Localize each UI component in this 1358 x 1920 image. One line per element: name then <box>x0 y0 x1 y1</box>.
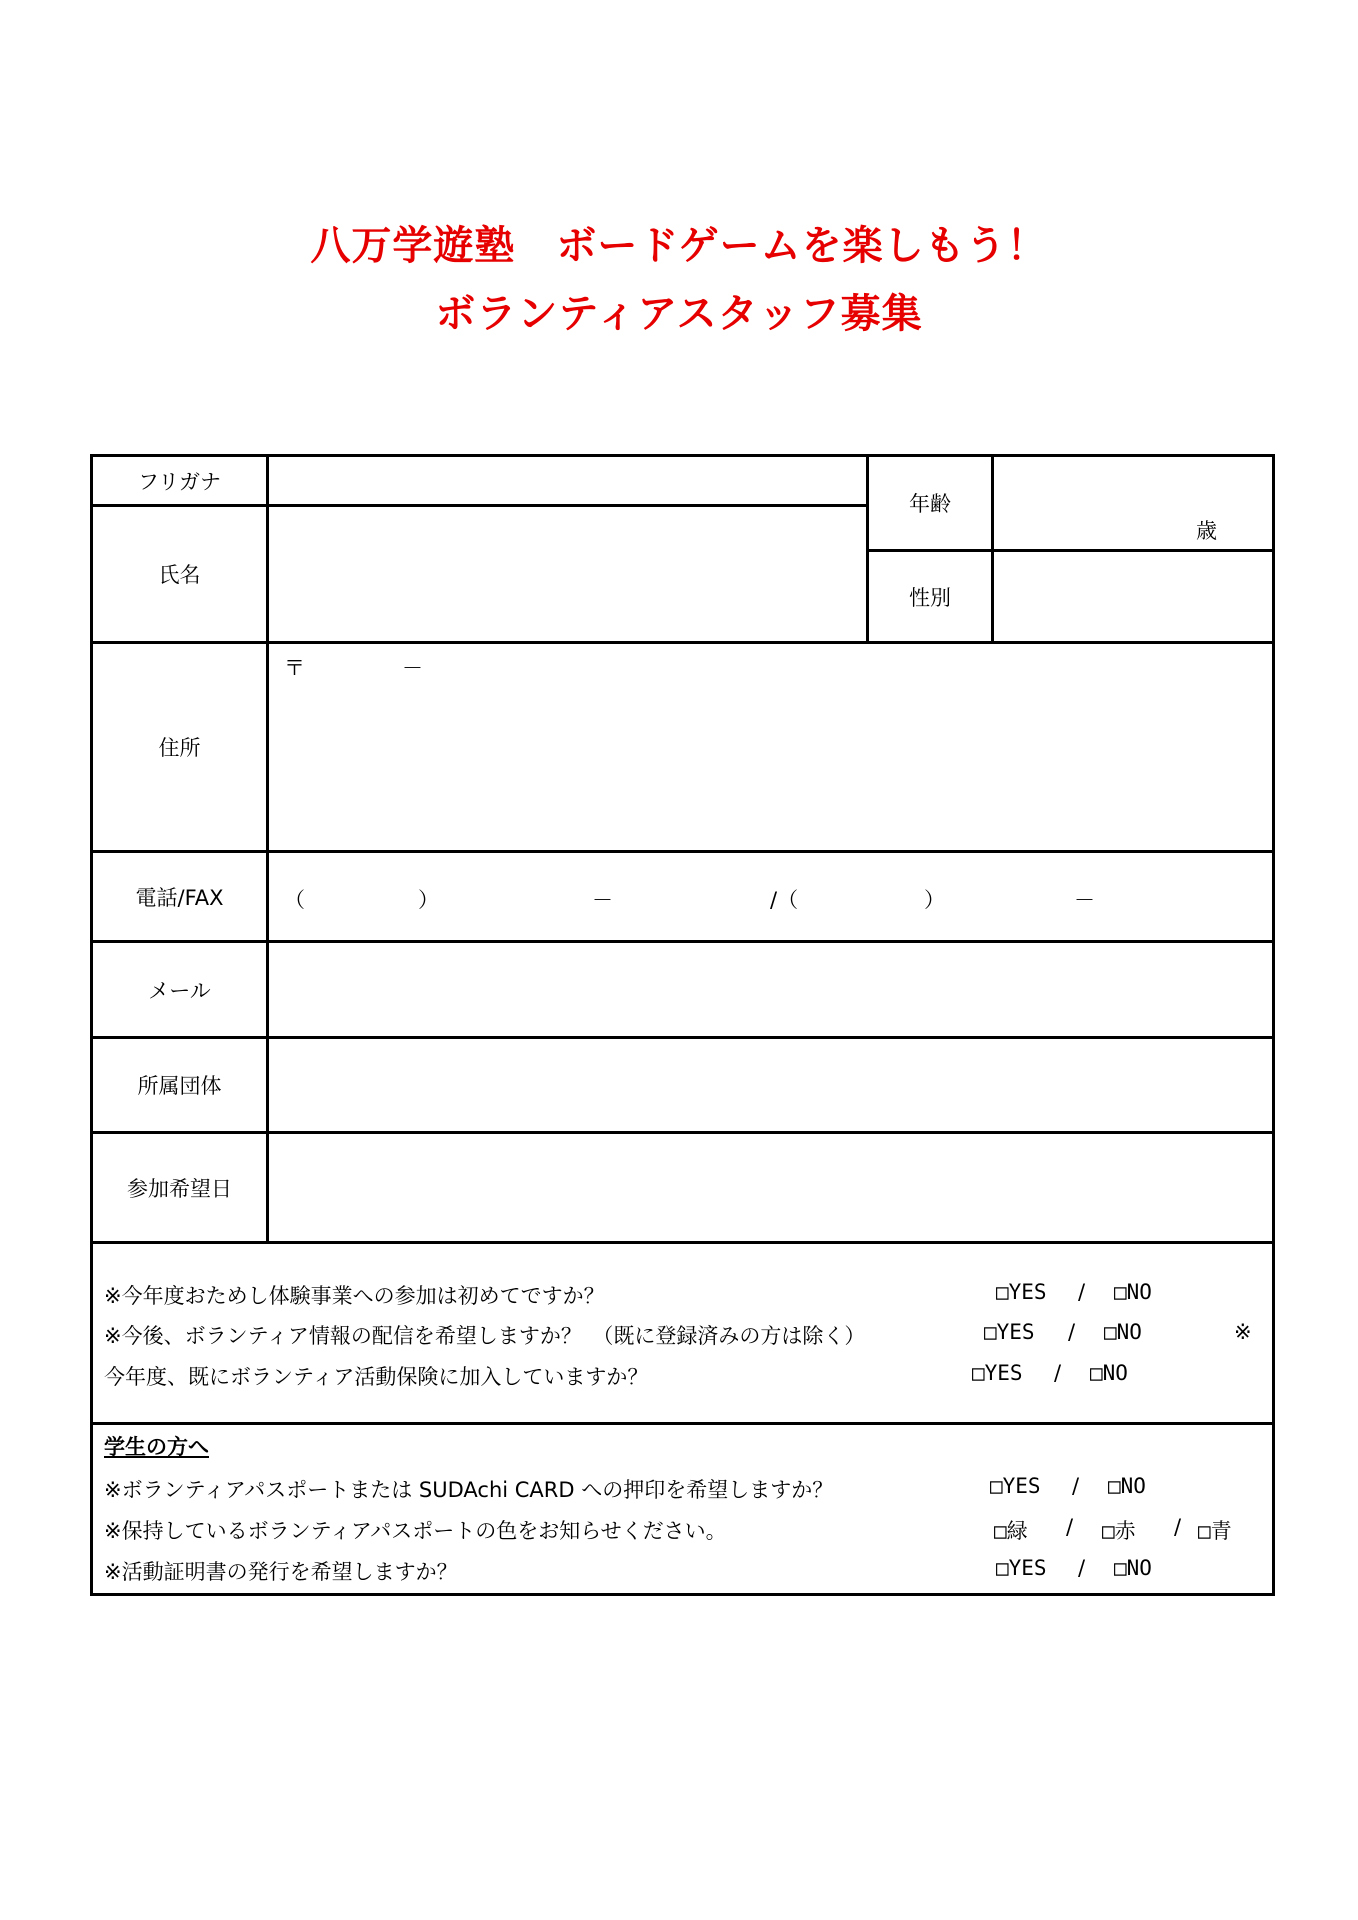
s1-yes-checkbox[interactable]: □YES <box>990 1474 1041 1498</box>
mail-label: メール <box>148 978 211 1003</box>
q3-no-checkbox[interactable]: □NO <box>1090 1361 1128 1385</box>
student-question-passport-color: ※保持しているボランティアパスポートの色をお知らせください。 <box>104 1519 727 1543</box>
divider <box>90 1422 1275 1425</box>
q2-note-mark: ※ <box>1234 1320 1252 1344</box>
divider <box>90 641 1275 644</box>
q2-no-checkbox[interactable]: □NO <box>1104 1320 1142 1344</box>
preferred-date-label: 参加希望日 <box>127 1176 232 1201</box>
question-insurance: 今年度、既にボランティア活動保険に加入していますか？ <box>104 1365 649 1389</box>
question-newsletter: ※今後、ボランティア情報の配信を希望しますか？ （既に登録済みの方は除く） <box>104 1324 866 1348</box>
q2-separator: / <box>1068 1320 1076 1344</box>
divider <box>90 850 1275 853</box>
gender-label: 性別 <box>909 585 951 610</box>
s3-separator: / <box>1078 1556 1086 1580</box>
s2-red-checkbox[interactable]: □赤 <box>1102 1519 1136 1543</box>
postal-dash: － <box>402 656 423 680</box>
student-question-stamp: ※ボランティアパスポートまたは SUDAchi CARD への押印を希望しますか？ <box>104 1478 834 1502</box>
organization-label: 所属団体 <box>137 1074 222 1098</box>
s2-separator-2: / <box>1174 1515 1182 1539</box>
age-label: 年齢 <box>909 492 951 516</box>
s1-separator: / <box>1072 1474 1080 1498</box>
q3-separator: / <box>1054 1361 1062 1385</box>
s3-no-checkbox[interactable]: □NO <box>1114 1556 1152 1580</box>
q3-yes-checkbox[interactable]: □YES <box>972 1361 1023 1385</box>
s2-green-checkbox[interactable]: □緑 <box>994 1519 1028 1543</box>
student-question-certificate: ※活動証明書の発行を希望しますか？ <box>104 1560 458 1584</box>
phone-fax-label: 電話/FAX <box>135 885 224 910</box>
q2-yes-checkbox[interactable]: □YES <box>984 1320 1035 1344</box>
phone-fax-separator: /（ <box>770 888 799 912</box>
divider <box>90 940 1275 943</box>
s2-blue-checkbox[interactable]: □青 <box>1198 1519 1232 1543</box>
fax-paren-close: ） <box>924 888 945 912</box>
q1-yes-checkbox[interactable]: □YES <box>996 1280 1047 1304</box>
postal-mark: 〒 <box>284 656 305 680</box>
students-heading: 学生の方へ <box>104 1435 209 1459</box>
age-unit: 歳 <box>1196 519 1217 543</box>
phone-paren-open: （ <box>284 888 305 912</box>
page-title: 八万学遊塾 ボードゲームを楽しもう！ <box>310 223 1048 269</box>
divider <box>90 1241 1275 1244</box>
question-first-time: ※今年度おためし体験事業への参加は初めてですか？ <box>104 1284 605 1308</box>
divider <box>90 1036 1275 1039</box>
s3-yes-checkbox[interactable]: □YES <box>996 1556 1047 1580</box>
furigana-label: フリガナ <box>138 469 221 494</box>
name-label: 氏名 <box>158 563 201 587</box>
fax-dash: － <box>1074 888 1095 912</box>
s1-no-checkbox[interactable]: □NO <box>1108 1474 1146 1498</box>
address-label: 住所 <box>158 736 201 760</box>
s2-separator-1: / <box>1066 1515 1074 1539</box>
q1-no-checkbox[interactable]: □NO <box>1114 1280 1152 1304</box>
phone-paren-close: ） <box>418 888 439 912</box>
page-subtitle: ボランティアスタッフ募集 <box>435 291 923 337</box>
q1-separator: / <box>1078 1280 1086 1304</box>
phone-dash: － <box>592 888 613 912</box>
divider <box>266 454 269 1244</box>
divider <box>90 1131 1275 1134</box>
